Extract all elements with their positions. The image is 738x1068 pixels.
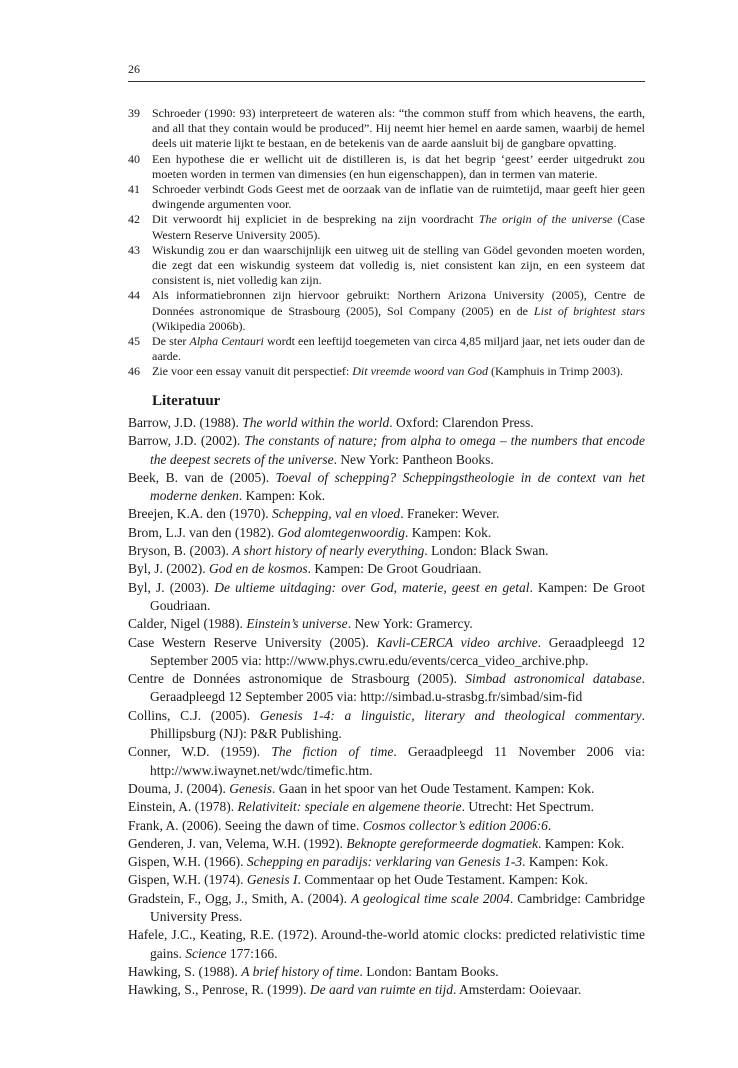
reference-entry: Bryson, B. (2003). A short history of nearly everything. London: Black Swan. <box>128 543 549 559</box>
reference-entry: Barrow, J.D. (2002). The constants of nature; from alpha to omega – the numbers that encode the deepest secrets of the universe. New York: Pantheon Books. <box>128 433 645 467</box>
endnote-42 <box>128 212 645 242</box>
endnote-text: Zie voor een essay vanuit dit perspectief: Dit vreemde woord van God (Kamphuis in Trimp 2003). <box>152 364 624 379</box>
endnote-text: Als informatiebronnen zijn hiervoor gebruikt: Northern Arizona University (2005), Centre de Données astronomique de Strasbourg (2005), Sol Company (2005) en de List of brightest stars (Wikipedia 2006b). <box>152 288 645 333</box>
endnote-number: 46 <box>128 364 140 379</box>
endnote-41 <box>128 182 645 212</box>
reference-entry: Frank, A. (2006). Seeing the dawn of time. Cosmos collector’s edition 2006:6. <box>128 817 552 833</box>
reference-entry: Case Western Reserve University (2005). Kavli-CERCA video archive. Geraadpleegd 12 September 2005 via: http://www.phys.cwru.edu/events/cerca_video_archive.php. <box>128 634 646 668</box>
reference-entry: Breejen, K.A. den (1970). Schepping, val en vloed. Franeker: Wever. <box>128 506 500 522</box>
endnote-text: Schroeder verbindt Gods Geest met de oorzaak van de inflatie van de ruimtetijd, maar geeft hier geen dwingende argumenten voor. <box>152 182 645 212</box>
reference-entry: Conner, W.D. (1959). The fiction of time. Geraadpleegd 11 November 2006 via: http://www.iwaynet.net/wdc/timefic.htm. <box>128 744 645 778</box>
reference-entry: Gispen, W.H. (1966). Schepping en paradijs: verklaring van Genesis 1-3. Kampen: Kok. <box>128 854 609 870</box>
reference-entry: Barrow, J.D. (1988). The world within the world. Oxford: Clarendon Press. <box>128 415 534 430</box>
reference-entry: Brom, L.J. van den (1982). God alomtegenwoordig. Kampen: Kok. <box>128 524 492 540</box>
endnote-39 <box>128 106 645 152</box>
endnote-text: Dit verwoordt hij expliciet in de bespreking na zijn voordracht The origin of the universe (Case Western Reserve University 2005). <box>152 212 645 242</box>
header-rule <box>128 81 645 82</box>
endnote-number: 42 <box>128 212 140 227</box>
endnote-45 <box>128 334 645 364</box>
reference-entry: Gradstein, F., Ogg, J., Smith, A. (2004). A geological time scale 2004. Cambridge: Cambridge University Press. <box>128 890 645 925</box>
reference-entry: Collins, C.J. (2005). Genesis 1-4: a linguistic, literary and theological commentary. Phillipsburg (NJ): P&R Publishing. <box>128 707 645 742</box>
endnote-46 <box>128 364 645 379</box>
endnote-44 <box>128 288 645 334</box>
endnotes-list <box>128 106 645 380</box>
reference-entry: Byl, J. (2002). God en de kosmos. Kampen: De Groot Goudriaan. <box>128 561 482 577</box>
reference-entry: Beek, B. van de (2005). Toeval of schepping? Scheppingstheologie in de context van het moderne denken. Kampen: Kok. <box>128 469 646 504</box>
references-list <box>128 414 645 1000</box>
endnote-number: 44 <box>128 288 140 303</box>
reference-entry: Hawking, S. (1988). A brief history of time. London: Bantam Books. <box>128 963 499 979</box>
reference-entry: Hafele, J.C., Keating, R.E. (1972). Around-the-world atomic clocks: predicted relativistic time gains. Science 177:166. <box>128 927 645 961</box>
endnote-number: 40 <box>128 151 140 166</box>
reference-entry: Calder, Nigel (1988). Einstein’s universe. New York: Gramercy. <box>128 616 473 632</box>
endnote-40 <box>128 152 645 182</box>
reference-entry: Douma, J. (2004). Genesis. Gaan in het spoor van het Oude Testament. Kampen: Kok. <box>128 780 595 796</box>
reference-entry: Hawking, S., Penrose, R. (1999). De aard van ruimte en tijd. Amsterdam: Ooievaar. <box>128 982 582 998</box>
reference-entry: Einstein, A. (1978). Relativiteit: speciale en algemene theorie. Utrecht: Het Spectrum. <box>128 799 595 815</box>
endnote-text: De ster Alpha Centauri wordt een leeftijd toegemeten van circa 4,85 miljard jaar, net iets ouder dan de aarde. <box>152 334 645 364</box>
reference-entry: Centre de Données astronomique de Strasbourg (2005). Simbad astronomical database. Geraadpleegd 12 September 2005 via: http://simbad.u-strasbg.fr/simbad/sim-fid <box>128 671 645 705</box>
literature-heading: Literatuur <box>152 393 221 409</box>
endnote-43 <box>128 243 645 289</box>
reference-entry: Genderen, J. van, Velema, W.H. (1992). Beknopte gereformeerde dogmatiek. Kampen: Kok. <box>128 835 625 851</box>
endnote-number: 39 <box>128 106 140 120</box>
endnote-number: 41 <box>128 182 140 197</box>
endnote-text: Een hypothese die er wellicht uit de distilleren is, is dat het begrip ‘geest’ eerder uitgedrukt zou moeten worden in termen van dimensies (en hun eigenschappen), dan in termen van materie. <box>152 151 645 181</box>
page-number: 26 <box>128 62 140 76</box>
endnote-text: Wiskundig zou er dan waarschijnlijk een uitweg uit de stelling van Gödel gevonden moeten worden, die zegt dat een wiskundig systeem dat volledig is, niet consistent kan zijn, en een systeem dat consistent is, niet volledig kan zijn. <box>152 242 645 288</box>
endnote-text: Schroeder (1990: 93) interpreteert de wateren als: “the common stuff from which heavens, the earth, and all that they contain would be produced”. Hij neemt hier hemel en aarde samen, waarbij de hemel deels uit materie lijkt te bestaan, en de betekenis van de aarde aansluit bij de gangbare opvatting. <box>152 106 645 151</box>
endnote-number: 45 <box>128 334 140 349</box>
reference-entry: Gispen, W.H. (1974). Genesis I. Commentaar op het Oude Testament. Kampen: Kok. <box>128 872 588 888</box>
reference-entry: Byl, J. (2003). De ultieme uitdaging: over God, materie, geest en getal. Kampen: De Groot Goudriaan. <box>128 579 645 613</box>
endnote-number: 43 <box>128 242 140 257</box>
